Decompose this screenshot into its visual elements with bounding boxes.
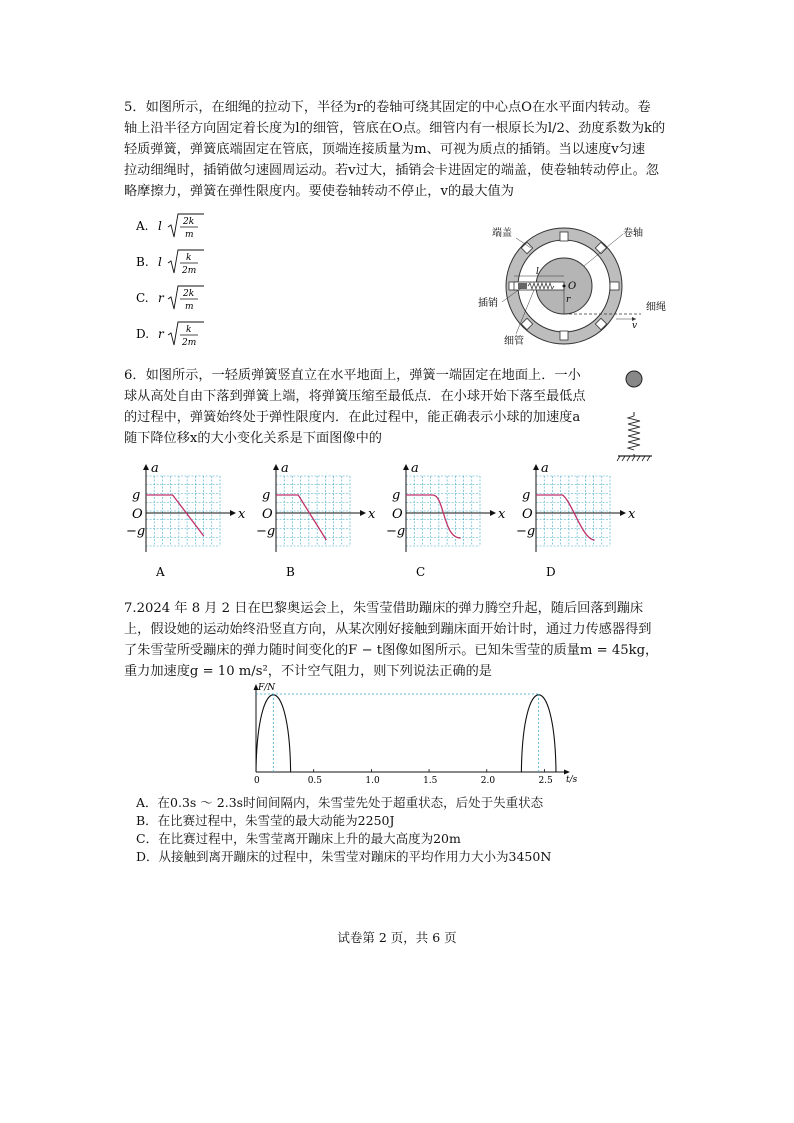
q7-option-d[interactable]: D．从接触到离开蹦床的过程中，朱雪莹对蹦床的平均作用力大小为3450N	[136, 849, 552, 864]
option-den: m	[185, 302, 194, 312]
tick-O: O	[262, 507, 273, 522]
x-axis-arrow	[360, 510, 366, 516]
tick-neg-g: −g	[516, 524, 536, 539]
q6-line-3: 的过程中，弹簧始终处于弹性限度内．在此过程中，能正确表示小球的加速度a	[124, 410, 581, 425]
option-den: 2m	[182, 338, 197, 348]
q7-line-3: 了朱雪莹所受蹦床的弹力随时间变化的F − t图像如图所示。已知朱雪莹的质量m = 45kg，	[124, 643, 659, 658]
label-rope: 细绳	[646, 302, 666, 313]
q5-line-2: 轴上沿半径方向固定着长度为l的细管，管底在O点。细管内有一根原长为l/2、劲度系数为k的	[124, 121, 666, 136]
axis-label-a: a	[411, 461, 419, 476]
tick-O: O	[522, 507, 533, 522]
q5-line-5: 略摩擦力，弹簧在弹性限度内。要使卷轴转动不停止，v的最大值为	[124, 184, 514, 199]
option-label: C.	[136, 291, 149, 305]
x-axis-arrow	[490, 510, 496, 516]
question-7	[124, 598, 658, 682]
graph-label-A: A	[156, 565, 165, 579]
q6-curve-D	[536, 495, 595, 540]
q7-option-b[interactable]: B．在比赛过程中，朱雪莹的最大动能为2250J	[136, 813, 395, 828]
label-reel: 卷轴	[623, 228, 643, 239]
label-v: v	[632, 321, 638, 331]
q5-option[interactable]	[136, 248, 226, 282]
q6-graph-C	[386, 461, 506, 579]
question-5	[124, 97, 665, 202]
q7-options	[136, 794, 551, 866]
tick-g: g	[262, 488, 271, 503]
option-num: k	[186, 253, 192, 263]
q6-line-4: 随下降位移x的大小变化关系是下面图像中的	[124, 431, 382, 446]
q6-graph-svg	[122, 456, 642, 581]
x-axis-arrow	[564, 770, 570, 775]
axis-label-x: x	[498, 507, 506, 522]
option-label: A.	[136, 219, 149, 233]
q6-graphs	[122, 456, 642, 581]
option-num: 2k	[183, 217, 195, 227]
pin	[518, 283, 527, 289]
q7-option-a[interactable]: A．在0.3s ～ 2.3s时间间隔内，朱雪莹先处于超重状态，后处于失重状态	[136, 795, 544, 810]
q5-reel-diagram	[476, 222, 686, 350]
x-axis-label: t/s	[566, 775, 578, 785]
option-den: 2m	[182, 266, 197, 276]
axis-label-x: x	[238, 507, 246, 522]
label-end-cap: 端盖	[492, 228, 512, 239]
x-tick-label: 2.5	[538, 776, 553, 786]
q6-line-1: 6．如图所示，一轻质弹簧竖直立在水平地面上，弹簧一端固定在地面上．一小	[124, 368, 581, 383]
y-axis-arrow	[403, 464, 409, 470]
option-coef: l	[158, 219, 162, 233]
q7-force-time-chart	[240, 676, 580, 788]
label-r: r	[566, 295, 571, 305]
option-coef: r	[158, 291, 164, 305]
q5-option[interactable]	[136, 320, 226, 354]
x-axis-arrow	[620, 510, 626, 516]
q5-option[interactable]	[136, 212, 226, 246]
q5-option[interactable]	[136, 284, 226, 318]
axis-label-a: a	[151, 461, 159, 476]
ball	[626, 371, 642, 387]
tick-neg-g: −g	[386, 524, 406, 539]
y-axis-label: F/N	[258, 683, 276, 693]
tick-O: O	[132, 507, 143, 522]
q6-ball-spring	[612, 368, 662, 464]
y-axis-arrow	[273, 464, 279, 470]
x-tick-label: 2.0	[480, 776, 496, 786]
axis-label-x: x	[628, 507, 636, 522]
x-tick-label: 0.5	[307, 776, 323, 786]
tick-g: g	[132, 488, 141, 503]
label-tube: 细管	[504, 336, 524, 347]
option-coef: r	[158, 327, 164, 341]
option-num: k	[186, 325, 192, 335]
q7-option-c[interactable]: C．在比赛过程中，朱雪莹离开蹦床上升的最大高度为20m	[136, 831, 461, 846]
graph-label-D: D	[546, 565, 556, 579]
label-l: l	[536, 267, 539, 277]
option-coef: l	[158, 255, 162, 269]
option-label: D.	[136, 327, 150, 341]
q6-line-2: 球从高处自由下落到弹簧上端，将弹簧压缩至最低点．在小球开始下落至最低点	[124, 389, 586, 404]
q6-graph-A	[126, 461, 246, 579]
q6-graph-D	[516, 461, 636, 579]
option-label: B.	[136, 255, 149, 269]
x-tick-label: 1.5	[423, 776, 438, 786]
tick-neg-g: −g	[256, 524, 276, 539]
tick-g: g	[522, 488, 531, 503]
spring	[628, 416, 640, 450]
option-num: 2k	[183, 289, 195, 299]
q7-line-2: 上，假设她的运动始终沿竖直方向，从某次刚好接触到蹦床面开始计时，通过力传感器得到	[124, 622, 652, 637]
tick-O: O	[392, 507, 403, 522]
q5-line-4: 拉动细绳时，插销做匀速圆周运动。若v过大，插销会卡进固定的端盖，使卷轴转动停止。忽	[124, 163, 659, 178]
x-tick-label: 1.0	[365, 776, 380, 786]
q5-line-3: 轻质弹簧，弹簧底端固定在管底，顶端连接质量为m、可视为质点的插销。当以速度v匀速	[124, 142, 646, 157]
axis-label-x: x	[368, 507, 376, 522]
x-axis-arrow	[230, 510, 236, 516]
axis-label-a: a	[541, 461, 549, 476]
q6-curve-B	[276, 495, 326, 540]
tick-neg-g: −g	[126, 524, 146, 539]
graph-label-C: C	[416, 565, 426, 579]
q7-line-4: 重力加速度g = 10 m/s²，不计空气阻力，则下列说法正确的是	[124, 664, 492, 679]
label-pin: 插销	[478, 298, 498, 309]
axis-label-a: a	[281, 461, 289, 476]
option-den: m	[185, 230, 194, 240]
q7-line-1: 7.2024 年 8 月 2 日在巴黎奥运会上，朱雪莹借助蹦床的弹力腾空升起，随后回落到蹦床	[124, 601, 644, 616]
q5-line-1: 5．如图所示，在细绳的拉动下，半径为r的卷轴可绕其固定的中心点O在水平面内转动。卷	[124, 100, 651, 115]
tick-g: g	[392, 488, 401, 503]
y-axis-arrow	[533, 464, 539, 470]
question-6	[124, 365, 586, 449]
y-axis-arrow	[143, 464, 149, 470]
q6-graph-B	[256, 461, 376, 579]
label-O: O	[568, 281, 577, 292]
x-tick-label: 0	[254, 776, 260, 786]
page-footer: 试卷第 2 页，共 6 页	[337, 930, 457, 945]
graph-label-B: B	[286, 565, 295, 579]
